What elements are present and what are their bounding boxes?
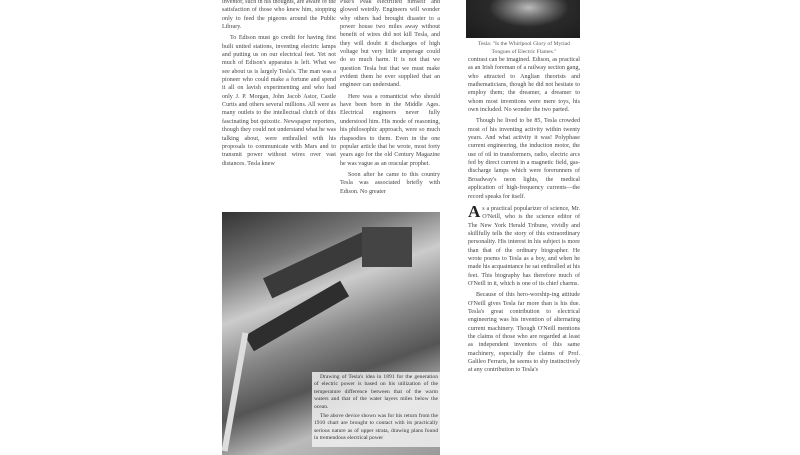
paragraph: Pike's Peak electrified himself and glowed weirdly. Engineers will wonder why others had brought disaster to a power house two miles away without benefit of wires did not kill Tesla, and they will doubt it discharges of high voltage but very little amperage could do so much harm. It is not that we question Tesla but that we must make evident them he ever supplied that an engineer can understand. — [340, 0, 440, 89]
paragraph-text: s a practical popularizer of science, Mr. O'Neill, who is the science editor of The New York Herald Tribune, vividly and skillfully tells the story of this extraordinary personality. His interest in his subject is more than that of the ordinary biographer. He wrote poems to Tesla as a boy, and when he made his acquaintance he sat enthralled at his feet. This biography has therefore much of O'Neill in it, which is one of its chief charms. — [468, 205, 580, 287]
caption-paragraph: Drawing of Tesla's idea in 1891 for the generation of electric power is based on his utilization of the temperature difference between that of the warm waters and that of the water layers miles below the ocean. — [314, 374, 438, 410]
article-column-3 — [468, 56, 580, 378]
paragraph: Because of this hero-worship-ing attitude O'Neill gives Tesla far more than is his due. Tesla's great contribution to electrical engineering was his invention of alternating current machinery. Though O'Neill mentions the claims of those who are regarded at least as independent inventors of this same machinery, especially the claims of Prof. Galileo Ferraris, he seems to shy instinctively at any contribution to Tesla's — [468, 292, 580, 374]
paragraph: contrast can be imagined. Edison, as practical as an Irish foreman of a railway section gang, who attracted to Anglian theorists and mathematicians, though he did not hesitate to employ them; the dreamer, a dreamer to whom most inventions were mere toys, his own included. No wonder the two parted. — [468, 57, 580, 114]
drawing-caption — [312, 372, 440, 447]
dropcap-paragraph — [468, 201, 580, 288]
paragraph: Though he lived to be 85, Tesla crowded most of his inventing activity within twenty years. And what activity it was! Polyphase current engineering, the induction motor, the use of oil in transformers, radio, electric arcs fed by direct current in a magnetic field, gas-discharge lamps which were forerunners of Broadway's neon lights, the medical application of high-frequency currents—the record speaks for itself. — [468, 118, 580, 200]
photo-caption: Tesla: "Is the Whirlpool Glory of Myriad Tongues of Electric Flames." — [478, 41, 570, 55]
tesla-apparatus-drawing — [222, 212, 440, 455]
article-column-2 — [340, 0, 440, 199]
paragraph: inventor, such in his thoughts, are aware of the satisfaction of those who knew him, stopping only to feed the pigeons around the Public Library. — [222, 0, 336, 31]
tesla-portrait-photo — [466, 0, 580, 38]
paragraph: To Edison must go credit for having first built united stations, inventing electric lamps and putting us on our electrical feet. Yet not much of Edison's apparatus is left. What we see about us is largely Tesla's. The man was a pioneer who could make a fortune and spend it all on lavish experimenting and who had only J. P. Morgan, John Jacob Astor, Castle Curtis and others several millions. All were as many outlets to the intellectual clutch of this fascinating but quixotic. Newspaper reporters, though they could not understand what he was talking about, were enthralled with his proposals to communicate with Mars and to transmit power without wires over vast distances. Tesla knew — [222, 35, 336, 167]
paragraph: Here was a romanticist who should have been born in the Middle Ages. Electrical engineers never fully understood him. His mode of reasoning, his philosophic approach, were so much rhapsodies to them. Even in the one popular article that he wrote, most forty years ago for the old Century Magazine he was vague as an oracular prophet. — [340, 93, 440, 167]
caption-paragraph: The above device shown was for his return from the 1910 chart are brought to contact with its practically serious nature as of upper strata, drawing plans found in tremendous electrical power — [314, 413, 438, 442]
drop-cap: A — [468, 201, 481, 221]
paragraph: Soon after he came to this country Tesla was associated briefly with Edison. No greater — [340, 171, 440, 195]
article-column-1 — [222, 0, 336, 171]
